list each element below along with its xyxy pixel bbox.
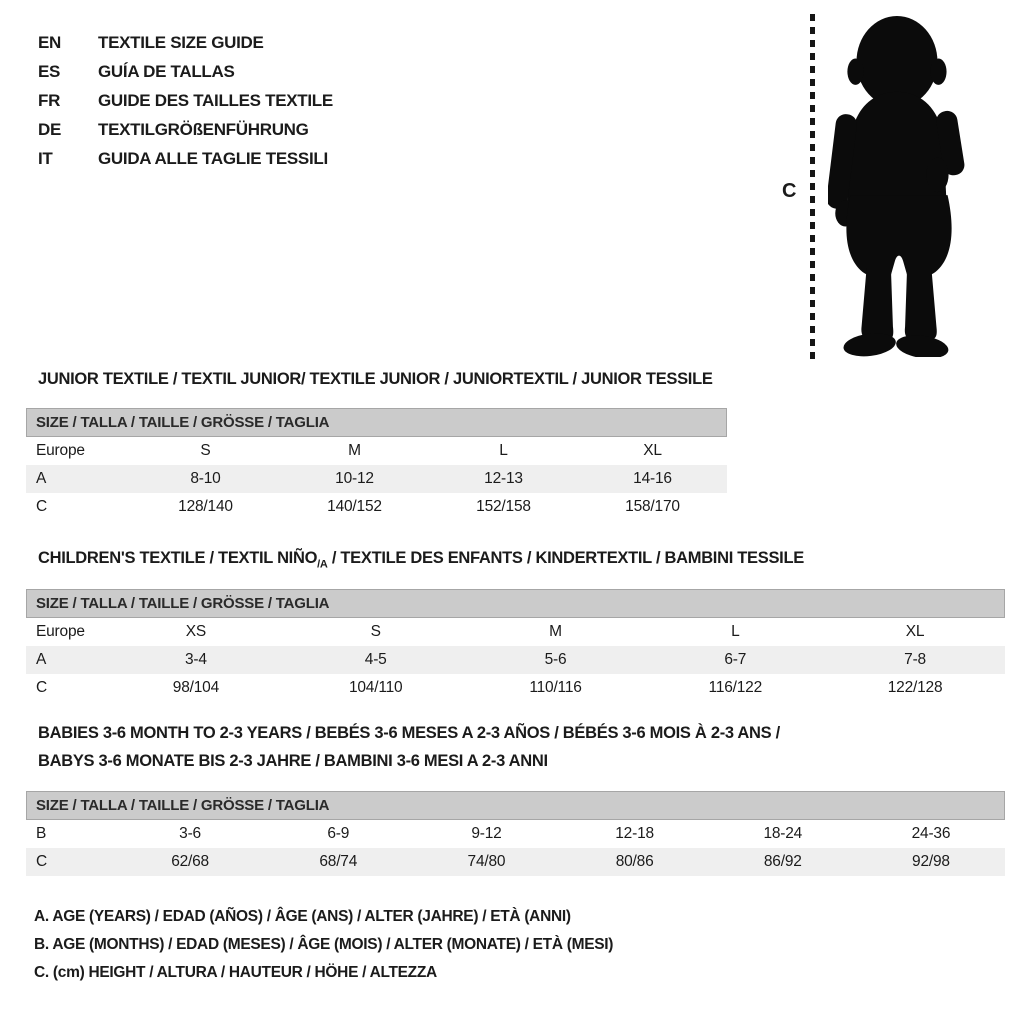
legend-line-c: C. (cm) HEIGHT / ALTURA / HAUTEUR / HÖHE / ALTEZZA	[34, 964, 437, 981]
table-row-europe	[26, 437, 727, 465]
table-cell: 86/92	[763, 853, 802, 870]
table-cell: M	[348, 442, 361, 459]
table-cell: S	[200, 442, 211, 459]
table-cell: 3-6	[179, 825, 201, 842]
table-cell: 12-13	[484, 470, 523, 487]
table-cell: 158/170	[625, 498, 680, 515]
table-row-months	[26, 820, 1005, 848]
legend-line-b: B. AGE (MONTHS) / EDAD (MESES) / ÂGE (MOIS) / ALTER (MONATE) / ETÀ (MESI)	[34, 936, 614, 953]
table-cell: 98/104	[172, 679, 219, 696]
children-title-post: / TEXTILE DES ENFANTS / KINDERTEXTIL / BAMBINI TESSILE	[327, 549, 804, 567]
legend-line-a: A. AGE (YEARS) / EDAD (AÑOS) / ÂGE (ANS) / ALTER (JAHRE) / ETÀ (ANNI)	[34, 908, 571, 925]
table-cell: 140/152	[327, 498, 382, 515]
table-row-age	[26, 465, 727, 493]
language-row-es	[38, 57, 333, 86]
language-row-en	[38, 28, 333, 57]
table-cell: L	[499, 442, 508, 459]
table-cell: XS	[185, 623, 207, 640]
table-cell: M	[549, 623, 562, 640]
table-cell: 6-7	[724, 651, 747, 668]
language-row-it	[38, 144, 333, 173]
table-cell: 3-4	[184, 651, 207, 668]
table-cell: 80/86	[615, 853, 654, 870]
table-cell: XL	[905, 623, 925, 640]
table-row-height	[26, 674, 1005, 702]
junior-section-title: JUNIOR TEXTILE / TEXTIL JUNIOR/ TEXTILE JUNIOR / JUNIORTEXTIL / JUNIOR TESSILE	[38, 370, 713, 388]
table-cell: S	[370, 623, 381, 640]
table-cell: 10-12	[335, 470, 374, 487]
language-row-fr	[38, 86, 333, 115]
table-cell: 128/140	[178, 498, 233, 515]
table-cell: 6-9	[327, 825, 350, 842]
language-code: ES	[38, 61, 61, 81]
table-cell: 12-18	[615, 825, 654, 842]
children-size-table	[26, 589, 1005, 702]
language-row-de	[38, 115, 333, 144]
table-row-age	[26, 646, 1005, 674]
table-cell: 92/98	[912, 853, 950, 870]
table-cell: XL	[643, 442, 662, 459]
table-row-height	[26, 848, 1005, 876]
language-title: TEXTILE SIZE GUIDE	[98, 32, 264, 52]
table-cell: 7-8	[904, 651, 926, 668]
row-label: C	[36, 498, 47, 515]
children-title-pre: CHILDREN'S TEXTILE / TEXTIL NIÑO	[38, 549, 318, 567]
children-section-title	[38, 549, 804, 570]
language-code: EN	[38, 32, 62, 52]
table-cell: 8-10	[190, 470, 221, 487]
table-header: SIZE / TALLA / TAILLE / GRÖSSE / TAGLIA	[26, 791, 1005, 820]
language-title: TEXTILGRÖßENFÜHRUNG	[98, 119, 309, 139]
language-code: DE	[38, 119, 62, 139]
row-label: B	[36, 825, 47, 842]
children-title-subscript: /A	[317, 558, 328, 571]
language-title: GUÍA DE TALLAS	[98, 61, 235, 81]
table-cell: 152/158	[476, 498, 531, 515]
height-measure-label: C	[782, 180, 797, 202]
table-header: SIZE / TALLA / TAILLE / GRÖSSE / TAGLIA	[26, 589, 1005, 618]
row-label: Europe	[36, 442, 85, 459]
babies-size-table	[26, 791, 1005, 876]
row-label: A	[36, 470, 47, 487]
table-cell: 14-16	[633, 470, 672, 487]
table-cell: 116/122	[708, 679, 763, 696]
row-label: A	[36, 651, 47, 668]
table-cell: 74/80	[467, 853, 506, 870]
language-code: FR	[38, 90, 61, 110]
height-dotted-line	[810, 14, 815, 360]
babies-title-line1: BABIES 3-6 MONTH TO 2-3 YEARS / BEBÉS 3-6 MESES A 2-3 AÑOS / BÉBÉS 3-6 MOIS À 2-3 ANS /	[38, 724, 780, 742]
row-label: C	[36, 679, 47, 696]
junior-size-table	[26, 408, 727, 521]
legend	[34, 908, 613, 992]
language-title: GUIDA ALLE TAGLIE TESSILI	[98, 148, 328, 168]
table-cell: 9-12	[471, 825, 502, 842]
table-row-europe	[26, 618, 1005, 646]
row-label: C	[36, 853, 47, 870]
table-cell: 18-24	[763, 825, 803, 842]
table-cell: 104/110	[348, 679, 403, 696]
toddler-silhouette-icon	[828, 13, 970, 357]
table-cell: 62/68	[171, 853, 209, 870]
table-cell: 5-6	[544, 651, 567, 668]
row-label: Europe	[36, 623, 85, 640]
table-cell: 24-36	[911, 825, 951, 842]
table-cell: 4-5	[364, 651, 387, 668]
language-title: GUIDE DES TAILLES TEXTILE	[98, 90, 333, 110]
table-cell: 110/116	[529, 679, 582, 696]
table-cell: L	[731, 623, 740, 640]
table-cell: 68/74	[319, 853, 358, 870]
babies-section-title	[38, 719, 780, 775]
table-cell: 122/128	[887, 679, 943, 696]
table-header: SIZE / TALLA / TAILLE / GRÖSSE / TAGLIA	[26, 408, 727, 437]
language-code: IT	[38, 148, 53, 168]
babies-title-line2: BABYS 3-6 MONATE BIS 2-3 JAHRE / BAMBINI 3-6 MESI A 2-3 ANNI	[38, 752, 548, 770]
table-row-height	[26, 493, 727, 521]
language-list	[38, 28, 333, 173]
